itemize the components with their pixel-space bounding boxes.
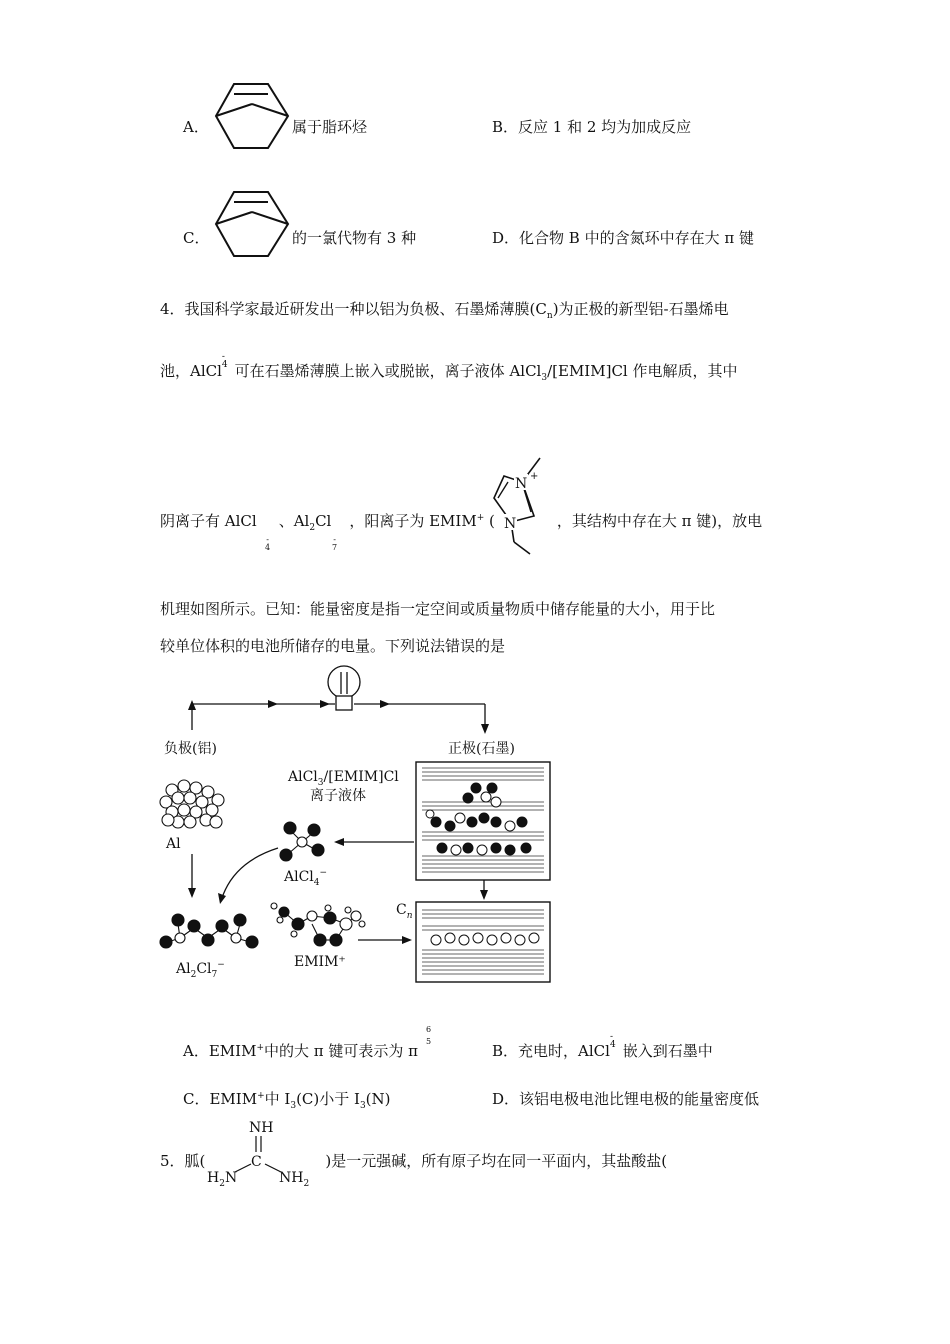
emim-structure: [484, 454, 554, 560]
svg-text:N: N: [515, 476, 528, 492]
al2cl7-charge-annotation: - 7: [332, 535, 338, 552]
al2cl7-label: $Al_2Cl_7^-$: [176, 960, 225, 980]
pi-bond-notation: 6 5: [426, 1025, 432, 1046]
q5-text: 5．胍( )是一元强碱，所有原子均在同一平面内，其盐酸盐(: [160, 1152, 668, 1170]
q4-option-c: C．EMIM+中 $I_3(C)$小于 $I_3(N)$: [183, 1090, 391, 1111]
q4-line-1: 4．我国科学家最近研发出一种以铝为负极、石墨烯薄膜$(C_n)$为正极的新型铝-石墨烯电: [160, 300, 729, 321]
q4-line-4: 机理如图所示。已知：能量密度是指一定空间或质量物质中储存能量的大小，用于比: [160, 600, 716, 618]
alcl4-label: AlCl$_4$−: [284, 868, 328, 888]
q4-line-2: 池，AlCl - 4 可在石墨烯薄膜上嵌入或脱嵌，离子液体 AlCl$_3$/[EMIM]Cl 作电解质，其中: [160, 352, 738, 383]
q3-option-a-letter: A．: [183, 118, 209, 136]
q4-line-5: 较单位体积的电池所储存的电量。下列说法错误的是: [160, 637, 506, 655]
q3-option-a-text: 属于脂环烃: [292, 118, 368, 136]
q4-option-b: B．充电时，AlCl - 4 嵌入到石墨中: [492, 1032, 713, 1060]
ionic-liquid-label-2: 离子液体: [310, 788, 366, 804]
guanidine-structure: [205, 1114, 323, 1190]
emim-label: EMIM⁺: [294, 954, 346, 970]
q4-line-3: 阴离子有 AlCl 、$Al_2Cl$ ，阳离子为 EMIM+ ( ，其结构中存在大 π 键)，放电: [160, 512, 763, 533]
svg-text:+: +: [530, 471, 539, 482]
q3-option-d: D．化合物 B 中的含氮环中存在大 π 键: [492, 229, 754, 247]
svg-text:C: C: [251, 1154, 262, 1170]
norbornene-structure-a: [212, 80, 292, 152]
q3-option-c-text: 的一氯代物有 3 种: [292, 229, 417, 247]
norbornene-structure-c: [212, 188, 292, 260]
al2cl7-molecule: [160, 914, 258, 948]
cn-label: $C_n$: [396, 902, 413, 921]
svg-text:H2N: $H_2N$: [207, 1170, 238, 1189]
alcl4-charge-annotation: - 4: [265, 535, 271, 552]
ionic-liquid-label-1: AlCl$_3$/[EMIM]Cl: [288, 769, 399, 788]
q4-option-d: D．该铝电极电池比锂电极的能量密度低: [492, 1090, 760, 1108]
al-label: Al: [166, 836, 181, 852]
positive-electrode-label: 正极(石墨): [448, 741, 515, 757]
emim-molecule: [271, 903, 365, 946]
svg-text:NH: NH: [249, 1120, 274, 1136]
q3-option-b: B．反应 1 和 2 均为加成反应: [492, 118, 692, 136]
q4-option-a: A．EMIM+中的大 π 键可表示为 π: [183, 1042, 419, 1060]
alcl4-molecule: [280, 822, 324, 861]
al-atom-cluster: [160, 780, 224, 828]
q3-option-c-letter: C．: [183, 229, 210, 247]
negative-electrode-label: 负极(铝): [164, 741, 217, 757]
svg-text:N: N: [504, 516, 517, 532]
svg-text:NH2: $NH_2$: [279, 1170, 310, 1189]
battery-mechanism-diagram: [150, 662, 570, 992]
